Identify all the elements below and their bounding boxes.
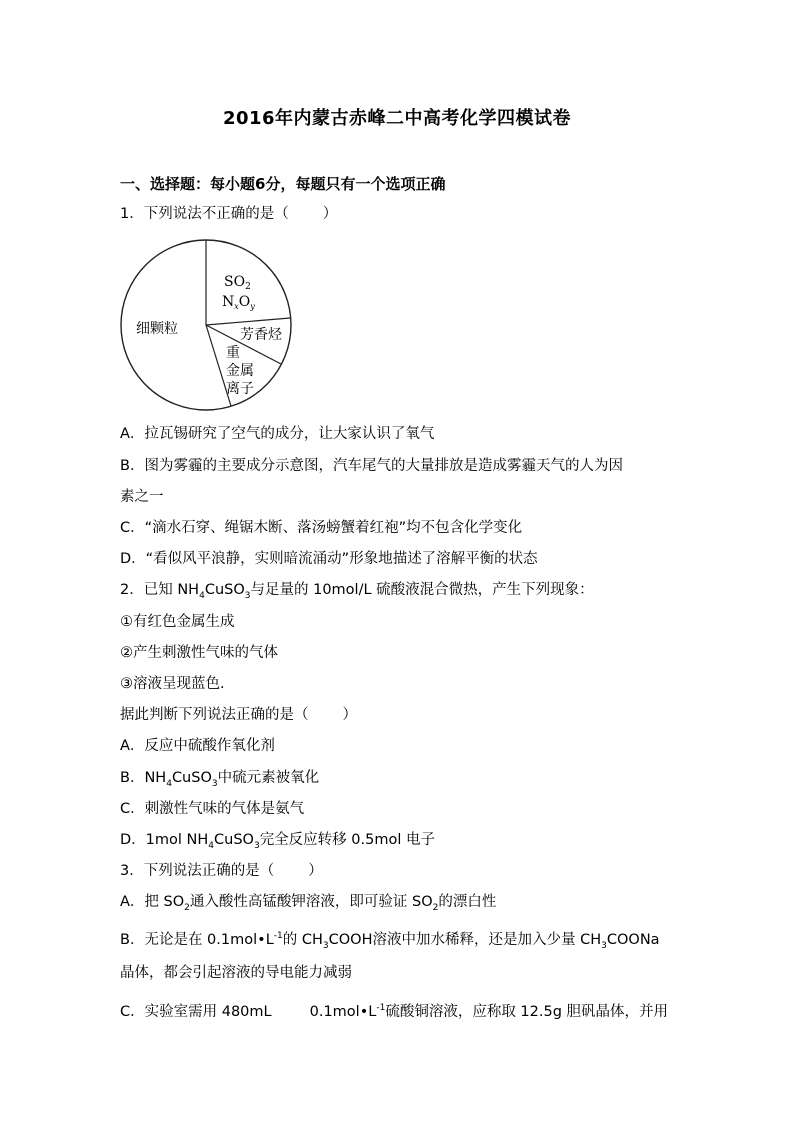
question-2-stem: 2．已知 $NH_4CuSO_3$与足量的 10mol/L 硫酸液混合微热，产生下列现象： <box>120 582 594 601</box>
label-heavy-3: 离子 <box>226 381 254 397</box>
q2-option-a: A．反应中硫酸作氧化剂 <box>120 738 275 754</box>
q1-option-b-line1: B．图为雾霾的主要成分示意图，汽车尾气的大量排放是造成雾霾天气的人为因 <box>120 458 623 474</box>
label-fine-particles: 细颗粒 <box>136 321 178 337</box>
q1-option-c: C．“滴水石穿、绳锯木断、落汤螃蟹着红袍”均不包含化学变化 <box>120 520 523 536</box>
q3-option-c: C．实验室需用 480mL $0.1mol•L^{-1}$硫酸铜溶液，应称取 12.5g 胆矾晶体，并用 <box>120 1003 669 1020</box>
q2-option-d: D．1mol $NH_4CuSO_3$完全反应转移 0.5mol 电子 <box>120 832 435 851</box>
label-aromatic: 芳香烃 <box>240 327 282 343</box>
q2-option-c: C．刺激性气味的气体是氨气 <box>120 801 305 817</box>
section-heading: 一、选择题：每小题6分，每题只有一个选项正确 <box>120 175 446 193</box>
q1-option-b-line2: 素之一 <box>120 489 164 505</box>
q3-option-a: A．把 $SO_2$通入酸性高锰酸钾溶液，即可验证 $SO_2$的漂白性 <box>120 894 497 913</box>
smog-composition-pie-chart <box>118 236 298 416</box>
q2-observation-1: ①有红色金属生成 <box>120 614 235 630</box>
question-1-stem <box>120 204 337 224</box>
q1-stem-text: 1．下列说法不正确的是（ <box>120 206 289 222</box>
q2-observation-3: ③溶液呈现蓝色. <box>120 676 225 692</box>
q2-observation-2: ②产生刺激性气味的气体 <box>120 645 278 661</box>
q2-judge-prompt: 据此判断下列说法正确的是（ ） <box>120 707 357 723</box>
q1-stem-end: ） <box>322 206 338 222</box>
q3-option-b-line1: B．无论是在 $0.1mol•L^{-1}$的 $CH_3COOH$溶液中加水稀释，还是加入少量 $CH_3COONa$ <box>120 931 660 951</box>
q2-option-b: B．$NH_4CuSO_3$中硫元素被氧化 <box>120 770 320 789</box>
label-heavy-2: 金属 <box>226 363 254 379</box>
label-nxoy: $N_xO_y$ <box>222 294 255 311</box>
q1-option-a: A．拉瓦锡研究了空气的成分，让大家认识了氧气 <box>120 426 435 442</box>
q1-option-d: D．“看似风平浪静，实则暗流涌动”形象地描述了溶解平衡的状态 <box>120 551 538 567</box>
pie-svg <box>118 236 298 416</box>
page-title: 2016年内蒙古赤峰二中高考化学四模试卷 <box>222 108 572 129</box>
question-3-stem: 3．下列说法正确的是（ ） <box>120 863 323 879</box>
label-so2: $SO_2$ <box>224 274 251 292</box>
q3-option-b-line2: 晶体，都会引起溶液的导电能力减弱 <box>120 965 352 981</box>
label-heavy-1: 重 <box>226 345 240 361</box>
